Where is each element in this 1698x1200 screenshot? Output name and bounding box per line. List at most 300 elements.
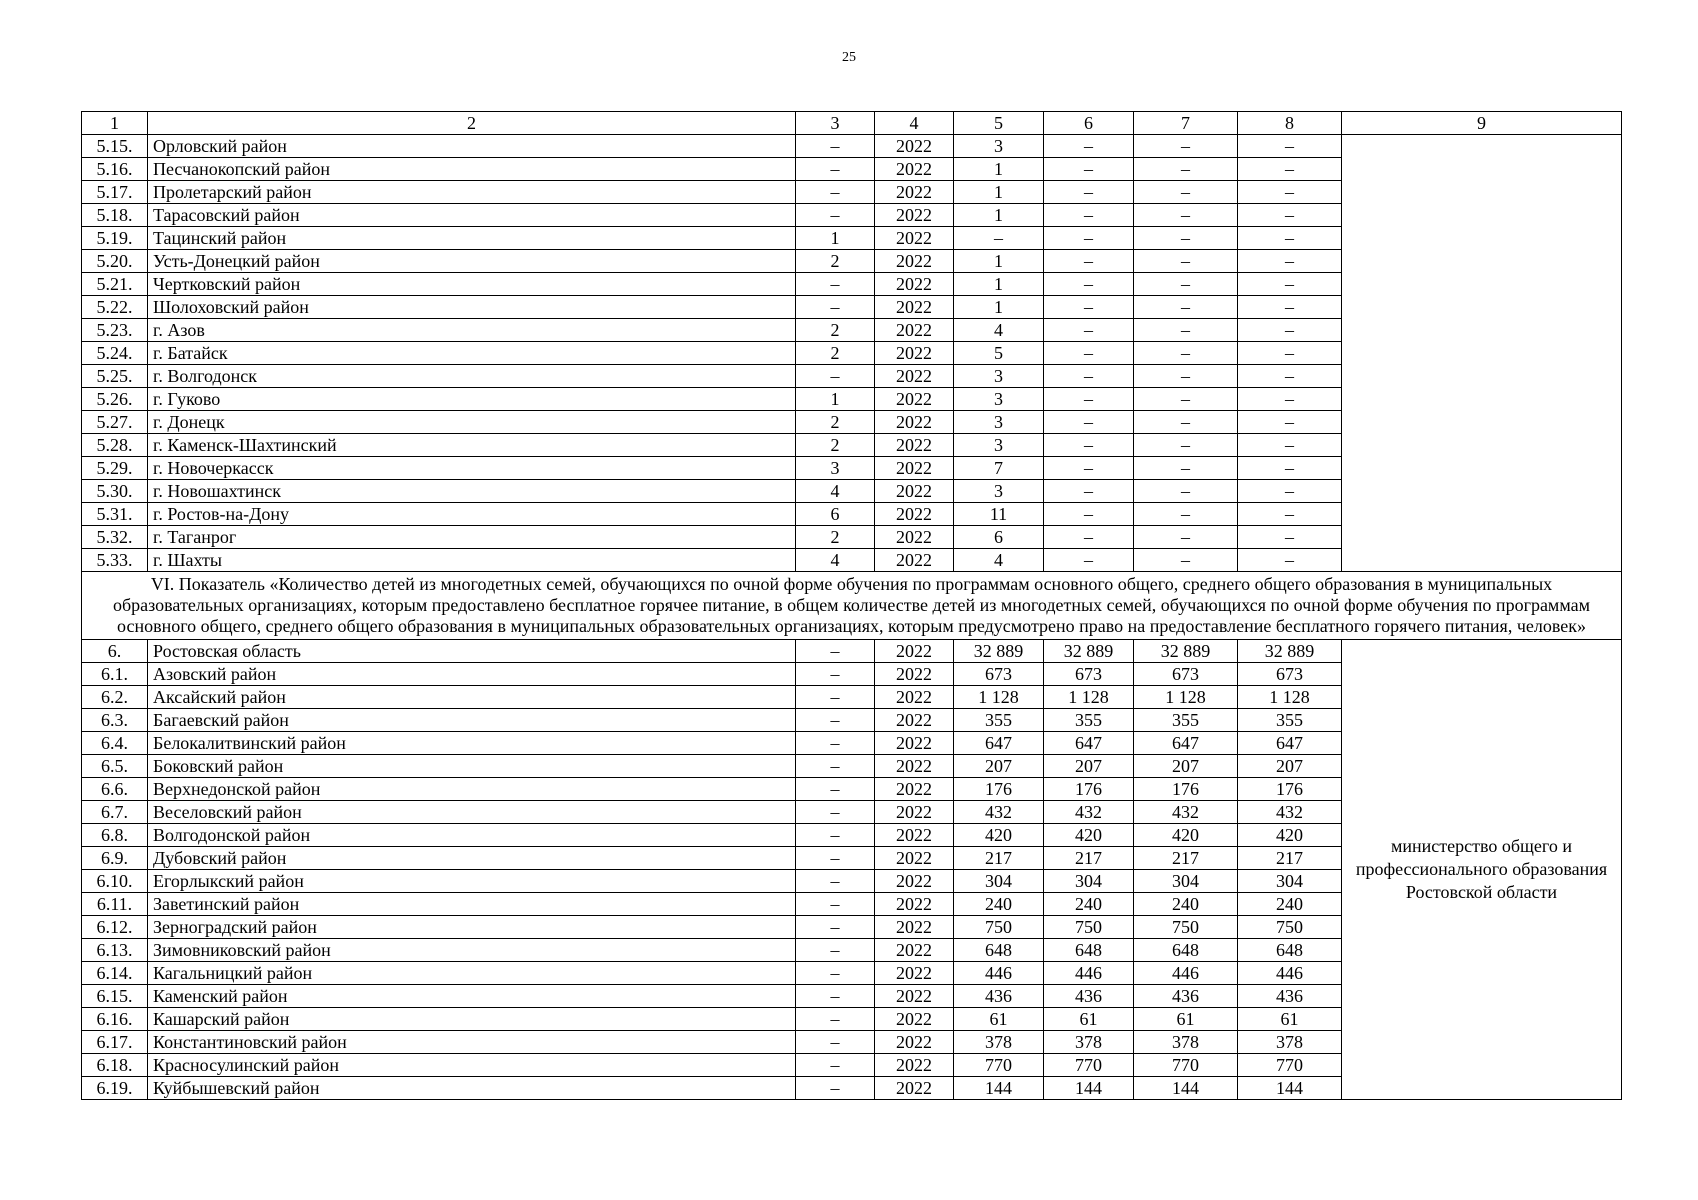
- row-value: 750: [1238, 916, 1342, 939]
- row-name: г. Новочеркасск: [148, 457, 796, 480]
- row-name: Кагальницкий район: [148, 962, 796, 985]
- row-value: –: [1134, 365, 1238, 388]
- row-value: –: [796, 778, 875, 801]
- row-name: Дубовский район: [148, 847, 796, 870]
- section-heading-row: [82, 572, 1622, 640]
- row-value: 432: [1044, 801, 1134, 824]
- row-value: 1: [954, 181, 1044, 204]
- row-number: 6.2.: [82, 686, 148, 709]
- row-value: 355: [1044, 709, 1134, 732]
- row-number: 6.: [82, 640, 148, 663]
- row-value: 2022: [875, 1077, 954, 1100]
- row-value: 32 889: [1134, 640, 1238, 663]
- column-number: 1: [82, 112, 148, 135]
- row-value: 1 128: [1044, 686, 1134, 709]
- row-value: –: [1134, 296, 1238, 319]
- row-value: 2022: [875, 916, 954, 939]
- row-value: –: [1134, 503, 1238, 526]
- row-value: 61: [1134, 1008, 1238, 1031]
- row-value: –: [796, 801, 875, 824]
- row-value: 378: [1238, 1031, 1342, 1054]
- row-value: –: [1044, 181, 1134, 204]
- row-name: Багаевский район: [148, 709, 796, 732]
- row-value: –: [1134, 480, 1238, 503]
- row-value: 770: [1134, 1054, 1238, 1077]
- row-value: –: [796, 824, 875, 847]
- row-number: 6.10.: [82, 870, 148, 893]
- row-name: Тарасовский район: [148, 204, 796, 227]
- row-value: –: [1044, 273, 1134, 296]
- row-value: 648: [1044, 939, 1134, 962]
- row-value: 2022: [875, 273, 954, 296]
- row-number: 6.17.: [82, 1031, 148, 1054]
- row-value: 4: [954, 319, 1044, 342]
- column-number: 5: [954, 112, 1044, 135]
- row-number: 5.31.: [82, 503, 148, 526]
- row-value: 3: [954, 434, 1044, 457]
- row-value: 1 128: [1134, 686, 1238, 709]
- row-value: 1: [954, 250, 1044, 273]
- row-value: 2: [796, 342, 875, 365]
- row-value: –: [1044, 204, 1134, 227]
- row-name: Каменский район: [148, 985, 796, 1008]
- row-value: 240: [954, 893, 1044, 916]
- row-value: –: [1044, 135, 1134, 158]
- row-value: 2: [796, 526, 875, 549]
- row-value: –: [1238, 204, 1342, 227]
- row-value: –: [1134, 411, 1238, 434]
- column-number: 2: [148, 112, 796, 135]
- row-name: Зимовниковский район: [148, 939, 796, 962]
- row-value: 3: [954, 480, 1044, 503]
- row-value: 217: [1044, 847, 1134, 870]
- row-value: 1: [954, 273, 1044, 296]
- row-value: 2022: [875, 870, 954, 893]
- row-value: 648: [954, 939, 1044, 962]
- column-number: 7: [1134, 112, 1238, 135]
- row-value: –: [796, 893, 875, 916]
- row-value: –: [796, 365, 875, 388]
- row-value: 207: [1044, 755, 1134, 778]
- row-value: 32 889: [1044, 640, 1134, 663]
- row-value: 2022: [875, 296, 954, 319]
- row-number: 5.25.: [82, 365, 148, 388]
- row-number: 5.24.: [82, 342, 148, 365]
- row-value: 1 128: [1238, 686, 1342, 709]
- column-number-row: [82, 112, 1622, 135]
- row-value: 176: [1134, 778, 1238, 801]
- row-value: 378: [1044, 1031, 1134, 1054]
- row-value: 420: [1238, 824, 1342, 847]
- row-value: –: [796, 1031, 875, 1054]
- row-value: 2022: [875, 158, 954, 181]
- row-value: 4: [796, 549, 875, 572]
- row-value: 240: [1134, 893, 1238, 916]
- row-value: 1: [796, 388, 875, 411]
- row-value: 217: [1238, 847, 1342, 870]
- row-value: 144: [954, 1077, 1044, 1100]
- row-name: Усть-Донецкий район: [148, 250, 796, 273]
- row-value: 2022: [875, 411, 954, 434]
- row-value: –: [1044, 457, 1134, 480]
- row-value: 436: [1134, 985, 1238, 1008]
- row-value: –: [796, 985, 875, 1008]
- row-name: г. Гуково: [148, 388, 796, 411]
- row-value: –: [1238, 250, 1342, 273]
- row-name: Боковский район: [148, 755, 796, 778]
- row-value: 2022: [875, 686, 954, 709]
- row-value: –: [796, 640, 875, 663]
- row-value: 11: [954, 503, 1044, 526]
- row-number: 6.6.: [82, 778, 148, 801]
- row-value: 378: [954, 1031, 1044, 1054]
- row-value: 647: [1134, 732, 1238, 755]
- row-value: 647: [954, 732, 1044, 755]
- row-value: –: [796, 709, 875, 732]
- row-value: 144: [1238, 1077, 1342, 1100]
- row-value: 217: [954, 847, 1044, 870]
- row-value: 2022: [875, 319, 954, 342]
- row-value: –: [796, 273, 875, 296]
- row-value: –: [1238, 273, 1342, 296]
- row-value: 2022: [875, 1008, 954, 1031]
- row-value: –: [796, 158, 875, 181]
- row-number: 5.29.: [82, 457, 148, 480]
- row-value: 750: [954, 916, 1044, 939]
- row-value: 2022: [875, 732, 954, 755]
- row-value: –: [1238, 526, 1342, 549]
- row-value: 4: [796, 480, 875, 503]
- row-value: –: [1238, 135, 1342, 158]
- row-name: Аксайский район: [148, 686, 796, 709]
- row-value: 432: [1134, 801, 1238, 824]
- row-value: –: [1238, 434, 1342, 457]
- row-value: 2022: [875, 549, 954, 572]
- row-value: 420: [1044, 824, 1134, 847]
- row-value: –: [1238, 296, 1342, 319]
- row-name: г. Ростов-на-Дону: [148, 503, 796, 526]
- row-name: г. Донецк: [148, 411, 796, 434]
- row-value: –: [1134, 342, 1238, 365]
- row-value: 770: [1044, 1054, 1134, 1077]
- row-number: 6.19.: [82, 1077, 148, 1100]
- page-number: 25: [842, 50, 856, 65]
- row-value: 355: [954, 709, 1044, 732]
- row-value: –: [1134, 227, 1238, 250]
- row-name: Куйбышевский район: [148, 1077, 796, 1100]
- row-value: –: [1134, 158, 1238, 181]
- row-name: Веселовский район: [148, 801, 796, 824]
- row-number: 5.22.: [82, 296, 148, 319]
- row-value: –: [1238, 549, 1342, 572]
- row-value: –: [1238, 319, 1342, 342]
- row-name: Чертковский район: [148, 273, 796, 296]
- row-value: 673: [1238, 663, 1342, 686]
- row-number: 6.9.: [82, 847, 148, 870]
- row-value: 770: [954, 1054, 1044, 1077]
- row-value: –: [1134, 388, 1238, 411]
- row-value: 3: [954, 365, 1044, 388]
- row-value: –: [1238, 388, 1342, 411]
- row-value: 240: [1044, 893, 1134, 916]
- row-number: 6.4.: [82, 732, 148, 755]
- row-number: 5.28.: [82, 434, 148, 457]
- row-value: –: [796, 181, 875, 204]
- row-value: 61: [1044, 1008, 1134, 1031]
- row-number: 6.3.: [82, 709, 148, 732]
- row-value: –: [1134, 181, 1238, 204]
- row-value: 2: [796, 319, 875, 342]
- row-value: 2022: [875, 663, 954, 686]
- row-value: –: [1044, 434, 1134, 457]
- row-value: 207: [954, 755, 1044, 778]
- row-name: г. Волгодонск: [148, 365, 796, 388]
- row-value: 5: [954, 342, 1044, 365]
- row-value: –: [1044, 365, 1134, 388]
- row-value: –: [1134, 204, 1238, 227]
- row-value: 648: [1134, 939, 1238, 962]
- row-value: –: [1238, 181, 1342, 204]
- row-number: 5.15.: [82, 135, 148, 158]
- row-value: –: [1134, 457, 1238, 480]
- row-value: 304: [1044, 870, 1134, 893]
- row-value: 436: [1044, 985, 1134, 1008]
- row-number: 5.17.: [82, 181, 148, 204]
- row-number: 5.16.: [82, 158, 148, 181]
- row-value: –: [1238, 158, 1342, 181]
- row-name: Азовский район: [148, 663, 796, 686]
- row-value: 436: [954, 985, 1044, 1008]
- section-heading: VI. Показатель «Количество детей из многодетных семей, обучающихся по очной форме обучения по программам основного общего, среднего общего образования в муниципальных образовательных организациях, которым предоставлено бесплатное горячее питание, в общем количестве детей из многодетных семей, обучающихся по очной форме обучения по программам основного общего, среднего общего образования в муниципальных образовательных организациях, которым предусмотрено право на предоставление бесплатного горячего питания, человек»: [82, 572, 1622, 640]
- row-value: 2022: [875, 778, 954, 801]
- column-number: 9: [1342, 112, 1622, 135]
- row-value: 144: [1134, 1077, 1238, 1100]
- row-value: 2022: [875, 939, 954, 962]
- column-number: 4: [875, 112, 954, 135]
- row-value: –: [796, 663, 875, 686]
- row-value: –: [1238, 457, 1342, 480]
- row-value: –: [1238, 365, 1342, 388]
- row-number: 5.20.: [82, 250, 148, 273]
- row-number: 5.18.: [82, 204, 148, 227]
- row-number: 6.12.: [82, 916, 148, 939]
- row-value: 355: [1134, 709, 1238, 732]
- row-value: 2022: [875, 457, 954, 480]
- row-value: 2022: [875, 847, 954, 870]
- row-value: 446: [1238, 962, 1342, 985]
- row-value: 4: [954, 549, 1044, 572]
- responsible-executor-cell: [1342, 135, 1622, 572]
- row-value: 750: [1134, 916, 1238, 939]
- indicator-table: [81, 111, 1622, 1100]
- row-value: 2022: [875, 204, 954, 227]
- row-name: г. Таганрог: [148, 526, 796, 549]
- row-value: –: [1044, 411, 1134, 434]
- row-value: –: [796, 939, 875, 962]
- row-value: 240: [1238, 893, 1342, 916]
- row-number: 6.11.: [82, 893, 148, 916]
- row-value: 2022: [875, 480, 954, 503]
- row-value: 2022: [875, 388, 954, 411]
- responsible-executor-cell: министерство общего и профессионального образования Ростовской области: [1342, 640, 1622, 1100]
- row-name: Волгодонской район: [148, 824, 796, 847]
- row-name: Егорлыкский район: [148, 870, 796, 893]
- row-value: 3: [796, 457, 875, 480]
- row-value: –: [1044, 342, 1134, 365]
- row-value: –: [796, 686, 875, 709]
- row-value: 432: [954, 801, 1044, 824]
- row-value: 217: [1134, 847, 1238, 870]
- row-value: –: [796, 296, 875, 319]
- row-value: –: [796, 962, 875, 985]
- row-number: 6.5.: [82, 755, 148, 778]
- row-value: 144: [1044, 1077, 1134, 1100]
- row-value: 446: [954, 962, 1044, 985]
- row-name: Белокалитвинский район: [148, 732, 796, 755]
- row-value: –: [1134, 250, 1238, 273]
- row-value: 207: [1238, 755, 1342, 778]
- row-value: 3: [954, 388, 1044, 411]
- row-value: –: [1134, 526, 1238, 549]
- row-number: 6.15.: [82, 985, 148, 1008]
- table-row: [82, 135, 1622, 158]
- row-value: 2: [796, 434, 875, 457]
- row-value: 304: [954, 870, 1044, 893]
- row-number: 5.32.: [82, 526, 148, 549]
- column-number: 3: [796, 112, 875, 135]
- row-value: 176: [954, 778, 1044, 801]
- row-value: 2022: [875, 709, 954, 732]
- row-value: –: [1044, 526, 1134, 549]
- row-value: 2022: [875, 755, 954, 778]
- row-name: Верхнедонской район: [148, 778, 796, 801]
- row-name: Шолоховский район: [148, 296, 796, 319]
- row-value: 2022: [875, 1031, 954, 1054]
- row-value: –: [1044, 227, 1134, 250]
- row-value: 176: [1044, 778, 1134, 801]
- row-value: 304: [1238, 870, 1342, 893]
- row-value: 2022: [875, 640, 954, 663]
- row-value: 2022: [875, 526, 954, 549]
- row-value: –: [1044, 503, 1134, 526]
- row-value: 32 889: [1238, 640, 1342, 663]
- row-value: 673: [954, 663, 1044, 686]
- row-value: 2022: [875, 893, 954, 916]
- row-value: 2: [796, 250, 875, 273]
- row-value: –: [1044, 549, 1134, 572]
- row-value: 648: [1238, 939, 1342, 962]
- row-value: 2022: [875, 434, 954, 457]
- row-name: Зерноградский район: [148, 916, 796, 939]
- row-number: 6.14.: [82, 962, 148, 985]
- row-number: 6.7.: [82, 801, 148, 824]
- row-value: –: [796, 870, 875, 893]
- table-row: [82, 640, 1622, 663]
- column-number: 6: [1044, 112, 1134, 135]
- row-number: 6.8.: [82, 824, 148, 847]
- row-value: –: [1134, 273, 1238, 296]
- row-value: –: [1134, 135, 1238, 158]
- row-value: –: [1044, 158, 1134, 181]
- row-name: Орловский район: [148, 135, 796, 158]
- row-value: 2022: [875, 181, 954, 204]
- row-name: Песчанокопский район: [148, 158, 796, 181]
- row-value: –: [1134, 434, 1238, 457]
- row-value: 2022: [875, 342, 954, 365]
- row-value: 2022: [875, 1054, 954, 1077]
- row-value: 6: [796, 503, 875, 526]
- row-number: 6.1.: [82, 663, 148, 686]
- row-number: 6.18.: [82, 1054, 148, 1077]
- row-value: 432: [1238, 801, 1342, 824]
- row-name: г. Шахты: [148, 549, 796, 572]
- row-value: –: [1238, 342, 1342, 365]
- row-value: 2022: [875, 365, 954, 388]
- row-name: Заветинский район: [148, 893, 796, 916]
- row-value: 2: [796, 411, 875, 434]
- row-value: –: [1044, 388, 1134, 411]
- row-value: –: [1238, 503, 1342, 526]
- row-value: 1: [796, 227, 875, 250]
- row-value: 673: [1134, 663, 1238, 686]
- row-value: 61: [954, 1008, 1044, 1031]
- row-value: –: [796, 755, 875, 778]
- row-name: Красносулинский район: [148, 1054, 796, 1077]
- row-value: 32 889: [954, 640, 1044, 663]
- row-number: 5.30.: [82, 480, 148, 503]
- row-value: 1: [954, 204, 1044, 227]
- row-name: Кашарский район: [148, 1008, 796, 1031]
- row-value: 3: [954, 135, 1044, 158]
- row-value: 2022: [875, 824, 954, 847]
- row-value: 176: [1238, 778, 1342, 801]
- row-value: 750: [1044, 916, 1134, 939]
- row-value: 1: [954, 296, 1044, 319]
- row-value: –: [796, 732, 875, 755]
- row-name: Тацинский район: [148, 227, 796, 250]
- row-value: 420: [1134, 824, 1238, 847]
- row-value: –: [954, 227, 1044, 250]
- row-value: –: [796, 204, 875, 227]
- row-value: 2022: [875, 503, 954, 526]
- row-value: –: [796, 135, 875, 158]
- row-number: 6.16.: [82, 1008, 148, 1031]
- row-value: –: [796, 916, 875, 939]
- row-value: 1 128: [954, 686, 1044, 709]
- row-value: 436: [1238, 985, 1342, 1008]
- row-number: 5.33.: [82, 549, 148, 572]
- row-value: 1: [954, 158, 1044, 181]
- row-number: 5.19.: [82, 227, 148, 250]
- row-value: 7: [954, 457, 1044, 480]
- row-value: –: [1238, 227, 1342, 250]
- row-value: 2022: [875, 801, 954, 824]
- row-value: 770: [1238, 1054, 1342, 1077]
- row-value: 2022: [875, 962, 954, 985]
- row-name: г. Каменск-Шахтинский: [148, 434, 796, 457]
- row-value: –: [796, 1054, 875, 1077]
- row-value: –: [1238, 411, 1342, 434]
- row-value: –: [1044, 250, 1134, 273]
- row-value: 378: [1134, 1031, 1238, 1054]
- row-number: 6.13.: [82, 939, 148, 962]
- row-value: –: [796, 1008, 875, 1031]
- row-value: –: [1044, 296, 1134, 319]
- row-number: 5.23.: [82, 319, 148, 342]
- row-value: –: [1044, 319, 1134, 342]
- row-value: 2022: [875, 135, 954, 158]
- row-value: 673: [1044, 663, 1134, 686]
